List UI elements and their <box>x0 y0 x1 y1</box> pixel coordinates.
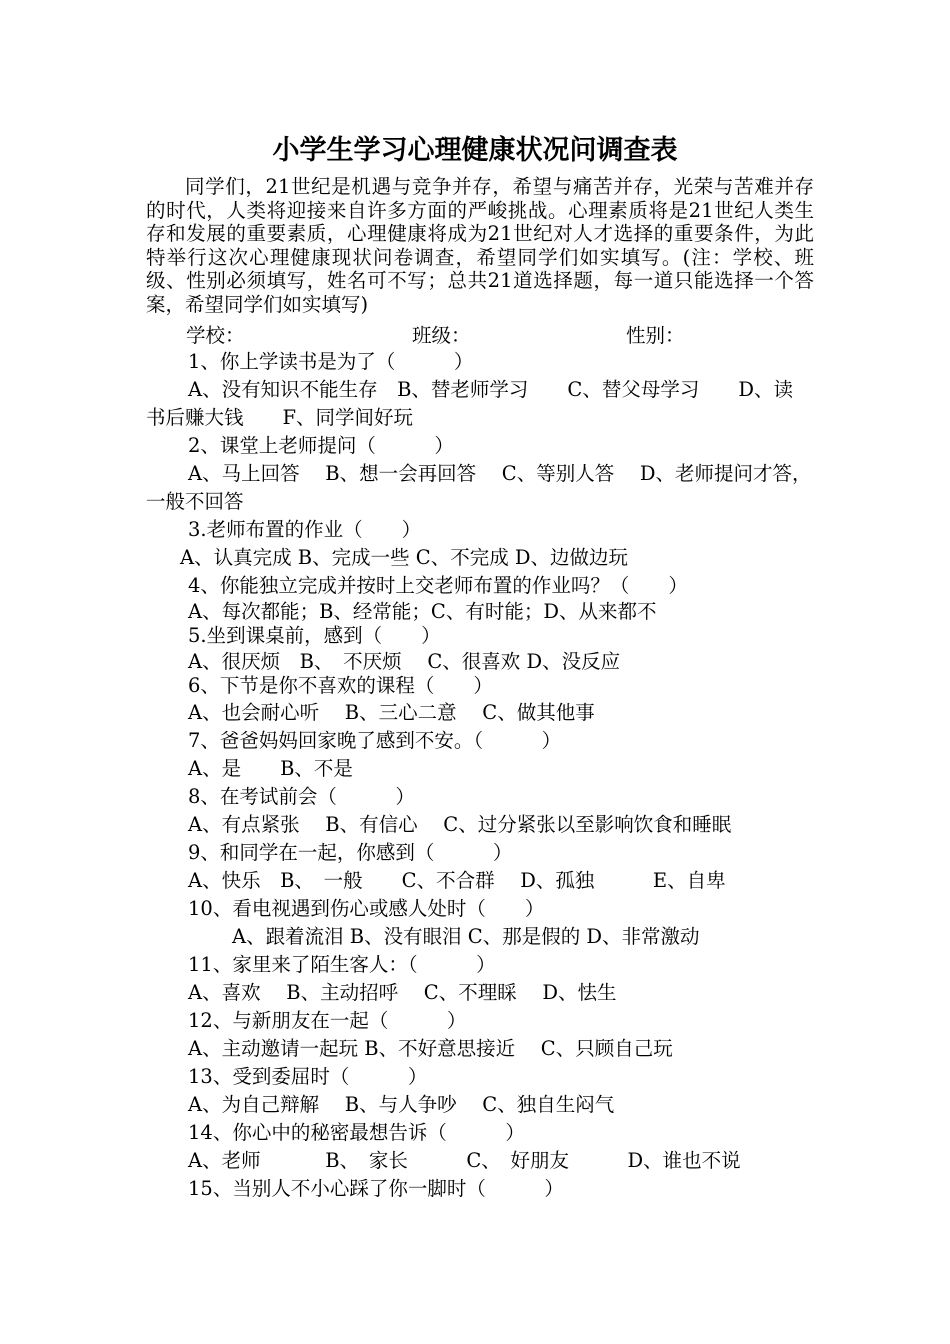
question-11: 11、家里来了陌生客人：（ ） <box>188 953 496 976</box>
gender-field-label: 性别： <box>626 324 685 347</box>
question-3-options: A、认真完成 B、完成一些 C、不完成 D、边做边玩 <box>180 546 629 569</box>
question-4-options: A、每次都能；B、经常能；C、有时能；D、从来都不 <box>188 600 657 623</box>
page-title: 小学生学习心理健康状况问调查表 <box>272 135 678 166</box>
question-9-options: A、快乐 B、 一般 C、不合群 D、孤独 E、自卑 <box>188 869 726 892</box>
question-5-options: A、很厌烦 B、 不厌烦 C、很喜欢 D、没反应 <box>188 650 621 673</box>
question-12-options: A、主动邀请一起玩 B、不好意思接近 C、只顾自己玩 <box>188 1037 673 1060</box>
question-1: 1、你上学读书是为了（ ） <box>188 350 474 373</box>
question-10: 10、看电视遇到伤心或感人处时（ ） <box>188 897 545 920</box>
question-12: 12、与新朋友在一起（ ） <box>188 1009 467 1032</box>
question-5: 5.坐到课桌前，感到（ ） <box>188 624 441 647</box>
question-6: 6、下节是你不喜欢的课程（ ） <box>188 674 493 697</box>
question-9: 9、和同学在一起，你感到（ ） <box>188 841 513 864</box>
question-11-options: A、喜欢 B、主动招呼 C、不理睬 D、怯生 <box>188 981 617 1004</box>
intro-text: 同学们，21世纪是机遇与竞争并存，希望与痛苦并存，光荣与苦难并存的时代，人类将迎接来自许多方面的严峻挑战。心理素质将是21世纪人类生存和发展的重要素质，心理健康将成为21世纪对人才选择的重要条件，为此特举行这次心理健康现状问卷调查，希望同学们如实填写。(注：学校、班级、性别必须填写，姓名可不写；总共21道选择题，每一道只能选择一个答案，希望同学们如实填写) <box>146 175 814 316</box>
question-8: 8、在考试前会（ ） <box>188 785 415 808</box>
question-15: 15、当别人不小心踩了你一脚时（ ） <box>188 1177 564 1200</box>
intro-paragraph <box>146 175 814 317</box>
question-13-options: A、为自己辩解 B、与人争吵 C、独自生闷气 <box>188 1093 615 1116</box>
question-10-options: A、跟着流泪 B、没有眼泪 C、那是假的 D、非常激动 <box>232 925 700 948</box>
question-2: 2、课堂上老师提问（ ） <box>188 434 454 457</box>
question-14-options: A、老师 B、 家长 C、 好朋友 D、谁也不说 <box>188 1149 741 1172</box>
question-3: 3.老师布置的作业（ ） <box>188 518 422 541</box>
question-2-options-cont: 一般不回答 <box>146 490 244 513</box>
question-1-options: A、没有知识不能生存 B、替老师学习 C、替父母学习 D、读 <box>188 378 793 401</box>
question-14: 14、你心中的秘密最想告诉（ ） <box>188 1121 525 1144</box>
question-6-options: A、也会耐心听 B、三心二意 C、做其他事 <box>188 701 595 724</box>
class-field-label: 班级： <box>412 324 471 347</box>
info-fields-row <box>186 322 685 350</box>
question-4: 4、你能独立完成并按时上交老师布置的作业吗？（ ） <box>188 574 688 597</box>
question-2-options: A、马上回答 B、想一会再回答 C、等别人答 D、老师提问才答， <box>188 462 812 485</box>
question-1-options-cont: 书后赚大钱 F、同学间好玩 <box>146 406 414 429</box>
question-7: 7、爸爸妈妈回家晚了感到不安。（ ） <box>188 729 562 752</box>
question-13: 13、受到委屈时（ ） <box>188 1065 428 1088</box>
question-7-options: A、是 B、不是 <box>188 757 353 780</box>
question-8-options: A、有点紧张 B、有信心 C、过分紧张以至影响饮食和睡眠 <box>188 813 732 836</box>
school-field-label: 学校： <box>186 324 245 347</box>
